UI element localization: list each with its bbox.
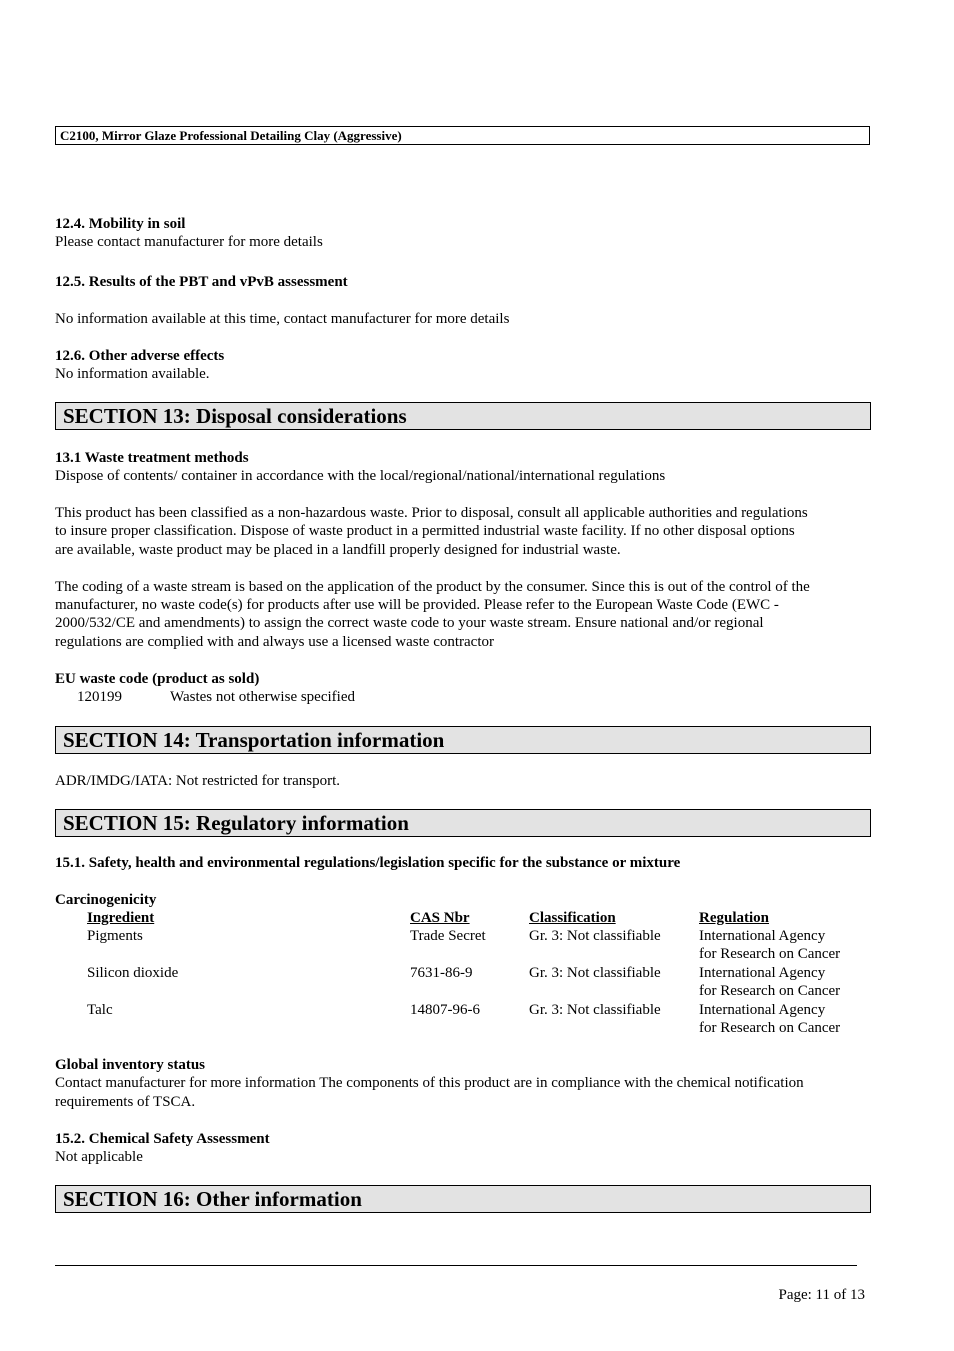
product-header: C2100, Mirror Glaze Professional Detailing Clay (Aggressive) (55, 126, 870, 145)
text-14: ADR/IMDG/IATA: Not restricted for transport. (55, 773, 340, 789)
ingredient-cell: Talc (87, 1002, 113, 1018)
section-15-title: SECTION 15: Regulatory information (55, 809, 871, 837)
regulation-cell-continued: for Research on Cancer (699, 946, 841, 962)
regulation-cell: International Agency (699, 928, 826, 944)
footer-divider (55, 1265, 857, 1266)
column-header-cas: CAS Nbr (410, 910, 470, 926)
carcinogenicity-heading: Carcinogenicity (55, 892, 157, 908)
classification-cell: Gr. 3: Not classifiable (529, 965, 661, 981)
heading-12-4: 12.4. Mobility in soil (55, 216, 186, 232)
section-14-title: SECTION 14: Transportation information (55, 726, 871, 754)
para-13-coding-1: The coding of a waste stream is based on the application of the product by the consumer. Since this is out of the control of the (55, 579, 810, 595)
classification-cell: Gr. 3: Not classifiable (529, 1002, 661, 1018)
heading-12-5: 12.5. Results of the PBT and vPvB assessment (55, 274, 348, 290)
column-header-regulation: Regulation (699, 910, 770, 926)
page-number: Page: 11 of 13 (778, 1287, 865, 1303)
regulation-cell-continued: for Research on Cancer (699, 983, 841, 999)
cas-cell: 7631-86-9 (410, 965, 473, 981)
para-13-coding-2: manufacturer, no waste code(s) for products after use will be provided. Please refer to the European Waste Code (EWC - (55, 597, 779, 613)
para-13-coding-3: 2000/532/CE and amendments) to assign the correct waste code to your waste stream. Ensure national and/or regional (55, 615, 764, 631)
eu-waste-code: 120199 (77, 689, 122, 705)
global-inventory-text-1: Contact manufacturer for more information The components of this product are in compliance with the chemical notification (55, 1075, 804, 1091)
text-15-2: Not applicable (55, 1149, 143, 1165)
heading-15-2: 15.2. Chemical Safety Assessment (55, 1131, 270, 1147)
regulation-cell-continued: for Research on Cancer (699, 1020, 841, 1036)
eu-waste-heading: EU waste code (product as sold) (55, 671, 260, 687)
heading-15-1: 15.1. Safety, health and environmental regulations/legislation specific for the substance or mixture (55, 855, 681, 871)
global-inventory-text-2: requirements of TSCA. (55, 1094, 196, 1110)
regulation-cell: International Agency (699, 965, 826, 981)
section-16-title: SECTION 16: Other information (55, 1185, 871, 1213)
eu-waste-description: Wastes not otherwise specified (170, 689, 355, 705)
para-13-coding-4: regulations are complied with and always use a licensed waste contractor (55, 634, 495, 650)
heading-13-1: 13.1 Waste treatment methods (55, 450, 249, 466)
text-12-5: No information available at this time, contact manufacturer for more details (55, 311, 510, 327)
cas-cell: Trade Secret (410, 928, 486, 944)
para-13-nonhazardous-2: to insure proper classification. Dispose of waste product in a permitted industrial waste facility. If no other disposal options (55, 523, 795, 539)
text-12-6: No information available. (55, 366, 210, 382)
para-13-nonhazardous-3: are available, waste product may be placed in a landfill properly designed for industrial waste. (55, 542, 621, 558)
column-header-classification: Classification (529, 910, 616, 926)
section-13-title: SECTION 13: Disposal considerations (55, 402, 871, 430)
classification-cell: Gr. 3: Not classifiable (529, 928, 661, 944)
cas-cell: 14807-96-6 (410, 1002, 480, 1018)
column-header-ingredient: Ingredient (87, 910, 155, 926)
text-12-4: Please contact manufacturer for more details (55, 234, 323, 250)
para-13-nonhazardous-1: This product has been classified as a non-hazardous waste. Prior to disposal, consult all applicable authorities and regulations (55, 505, 808, 521)
ingredient-cell: Pigments (87, 928, 143, 944)
heading-12-6: 12.6. Other adverse effects (55, 348, 225, 364)
text-13-1: Dispose of contents/ container in accordance with the local/regional/national/international regulations (55, 468, 666, 484)
regulation-cell: International Agency (699, 1002, 826, 1018)
ingredient-cell: Silicon dioxide (87, 965, 179, 981)
global-inventory-heading: Global inventory status (55, 1057, 206, 1073)
